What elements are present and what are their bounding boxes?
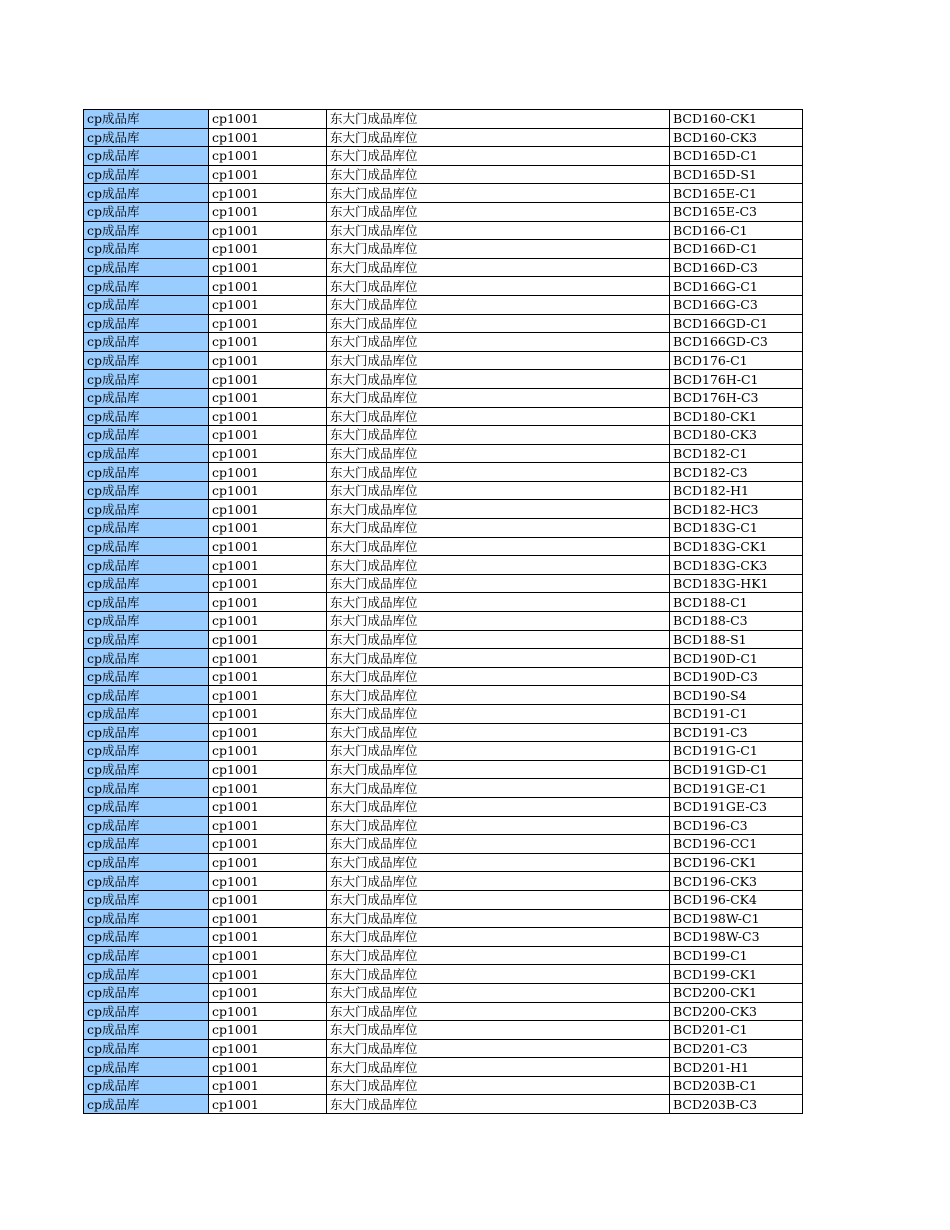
- model-cell[interactable]: BCD200-CK1: [670, 983, 803, 1002]
- model-cell[interactable]: BCD188-S1: [670, 630, 803, 649]
- code-cell[interactable]: cp1001: [209, 890, 327, 909]
- location-cell[interactable]: 东大门成品库位: [327, 277, 670, 296]
- table-row: [84, 370, 803, 389]
- warehouse-cell[interactable]: cp成品库: [84, 426, 209, 445]
- warehouse-cell[interactable]: cp成品库: [84, 351, 209, 370]
- location-cell[interactable]: 东大门成品库位: [327, 593, 670, 612]
- model-cell[interactable]: BCD196-CC1: [670, 835, 803, 854]
- model-cell[interactable]: BCD180-CK3: [670, 426, 803, 445]
- model-cell[interactable]: BCD165E-C1: [670, 184, 803, 203]
- code-cell[interactable]: cp1001: [209, 221, 327, 240]
- code-cell[interactable]: cp1001: [209, 853, 327, 872]
- table-row: [84, 890, 803, 909]
- table-row: [84, 333, 803, 352]
- warehouse-cell[interactable]: cp成品库: [84, 221, 209, 240]
- model-cell[interactable]: BCD166D-C1: [670, 240, 803, 259]
- code-cell[interactable]: cp1001: [209, 240, 327, 259]
- location-cell[interactable]: 东大门成品库位: [327, 351, 670, 370]
- code-cell[interactable]: cp1001: [209, 128, 327, 147]
- warehouse-cell[interactable]: cp成品库: [84, 128, 209, 147]
- location-cell[interactable]: 东大门成品库位: [327, 686, 670, 705]
- location-cell[interactable]: 东大门成品库位: [327, 314, 670, 333]
- code-cell[interactable]: cp1001: [209, 351, 327, 370]
- location-cell[interactable]: 东大门成品库位: [327, 965, 670, 984]
- location-cell[interactable]: 东大门成品库位: [327, 612, 670, 631]
- model-cell[interactable]: BCD201-C3: [670, 1039, 803, 1058]
- model-cell[interactable]: BCD176H-C3: [670, 388, 803, 407]
- model-cell[interactable]: BCD196-CK1: [670, 853, 803, 872]
- table-row: [84, 593, 803, 612]
- location-cell[interactable]: 东大门成品库位: [327, 946, 670, 965]
- table-row: [84, 686, 803, 705]
- model-cell[interactable]: BCD166G-C3: [670, 295, 803, 314]
- code-cell[interactable]: cp1001: [209, 1039, 327, 1058]
- code-cell[interactable]: cp1001: [209, 1002, 327, 1021]
- code-cell[interactable]: cp1001: [209, 649, 327, 668]
- code-cell[interactable]: cp1001: [209, 723, 327, 742]
- warehouse-cell[interactable]: cp成品库: [84, 928, 209, 947]
- warehouse-cell[interactable]: cp成品库: [84, 816, 209, 835]
- table-row: [84, 351, 803, 370]
- model-cell[interactable]: BCD180-CK1: [670, 407, 803, 426]
- model-cell[interactable]: BCD176H-C1: [670, 370, 803, 389]
- code-cell[interactable]: cp1001: [209, 370, 327, 389]
- code-cell[interactable]: cp1001: [209, 295, 327, 314]
- table-row: [84, 797, 803, 816]
- code-cell[interactable]: cp1001: [209, 519, 327, 538]
- warehouse-cell[interactable]: cp成品库: [84, 444, 209, 463]
- table-row: [84, 909, 803, 928]
- code-cell[interactable]: cp1001: [209, 909, 327, 928]
- location-cell[interactable]: 东大门成品库位: [327, 184, 670, 203]
- location-cell[interactable]: 东大门成品库位: [327, 147, 670, 166]
- location-cell[interactable]: 东大门成品库位: [327, 370, 670, 389]
- code-cell[interactable]: cp1001: [209, 388, 327, 407]
- table-row: [84, 946, 803, 965]
- code-cell[interactable]: cp1001: [209, 481, 327, 500]
- warehouse-cell[interactable]: cp成品库: [84, 388, 209, 407]
- table-row: [84, 277, 803, 296]
- table-row: [84, 983, 803, 1002]
- warehouse-cell[interactable]: cp成品库: [84, 593, 209, 612]
- warehouse-cell[interactable]: cp成品库: [84, 463, 209, 482]
- location-cell[interactable]: 东大门成品库位: [327, 983, 670, 1002]
- location-cell[interactable]: 东大门成品库位: [327, 556, 670, 575]
- warehouse-cell[interactable]: cp成品库: [84, 1076, 209, 1095]
- code-cell[interactable]: cp1001: [209, 574, 327, 593]
- code-cell[interactable]: cp1001: [209, 202, 327, 221]
- model-cell[interactable]: BCD160-CK3: [670, 128, 803, 147]
- code-cell[interactable]: cp1001: [209, 742, 327, 761]
- model-cell[interactable]: BCD191-C1: [670, 705, 803, 724]
- location-cell[interactable]: 东大门成品库位: [327, 1058, 670, 1077]
- model-cell[interactable]: BCD198W-C1: [670, 909, 803, 928]
- table-row: [84, 965, 803, 984]
- warehouse-cell[interactable]: cp成品库: [84, 295, 209, 314]
- code-cell[interactable]: cp1001: [209, 705, 327, 724]
- warehouse-cell[interactable]: cp成品库: [84, 556, 209, 575]
- warehouse-cell[interactable]: cp成品库: [84, 165, 209, 184]
- location-cell[interactable]: 东大门成品库位: [327, 797, 670, 816]
- warehouse-cell[interactable]: cp成品库: [84, 965, 209, 984]
- table-row: [84, 314, 803, 333]
- code-cell[interactable]: cp1001: [209, 835, 327, 854]
- model-cell[interactable]: BCD190D-C1: [670, 649, 803, 668]
- code-cell[interactable]: cp1001: [209, 500, 327, 519]
- location-cell[interactable]: 东大门成品库位: [327, 574, 670, 593]
- warehouse-cell[interactable]: cp成品库: [84, 574, 209, 593]
- table-row: [84, 202, 803, 221]
- table-row: [84, 426, 803, 445]
- location-cell[interactable]: 东大门成品库位: [327, 128, 670, 147]
- warehouse-cell[interactable]: cp成品库: [84, 500, 209, 519]
- warehouse-cell[interactable]: cp成品库: [84, 147, 209, 166]
- warehouse-cell[interactable]: cp成品库: [84, 537, 209, 556]
- location-cell[interactable]: 东大门成品库位: [327, 835, 670, 854]
- code-cell[interactable]: cp1001: [209, 556, 327, 575]
- model-cell[interactable]: BCD182-H1: [670, 481, 803, 500]
- code-cell[interactable]: cp1001: [209, 872, 327, 891]
- warehouse-cell[interactable]: cp成品库: [84, 872, 209, 891]
- warehouse-cell[interactable]: cp成品库: [84, 946, 209, 965]
- location-cell[interactable]: 东大门成品库位: [327, 481, 670, 500]
- model-cell[interactable]: BCD188-C3: [670, 612, 803, 631]
- location-cell[interactable]: 东大门成品库位: [327, 872, 670, 891]
- table-row: [84, 537, 803, 556]
- code-cell[interactable]: cp1001: [209, 965, 327, 984]
- location-cell[interactable]: 东大门成品库位: [327, 407, 670, 426]
- model-cell[interactable]: BCD176-C1: [670, 351, 803, 370]
- table-row: [84, 1058, 803, 1077]
- code-cell[interactable]: cp1001: [209, 1058, 327, 1077]
- table-row: [84, 835, 803, 854]
- table-row: [84, 519, 803, 538]
- warehouse-cell[interactable]: cp成品库: [84, 370, 209, 389]
- location-cell[interactable]: 东大门成品库位: [327, 240, 670, 259]
- table-row: [84, 463, 803, 482]
- code-cell[interactable]: cp1001: [209, 110, 327, 129]
- table-row: [84, 184, 803, 203]
- warehouse-cell[interactable]: cp成品库: [84, 1058, 209, 1077]
- model-cell[interactable]: BCD182-HC3: [670, 500, 803, 519]
- code-cell[interactable]: cp1001: [209, 333, 327, 352]
- model-cell[interactable]: BCD166-C1: [670, 221, 803, 240]
- warehouse-cell[interactable]: cp成品库: [84, 1002, 209, 1021]
- model-cell[interactable]: BCD183G-HK1: [670, 574, 803, 593]
- warehouse-cell[interactable]: cp成品库: [84, 742, 209, 761]
- location-cell[interactable]: 东大门成品库位: [327, 909, 670, 928]
- code-cell[interactable]: cp1001: [209, 816, 327, 835]
- warehouse-cell[interactable]: cp成品库: [84, 202, 209, 221]
- location-cell[interactable]: 东大门成品库位: [327, 1076, 670, 1095]
- table-row: [84, 481, 803, 500]
- model-cell[interactable]: BCD203B-C1: [670, 1076, 803, 1095]
- warehouse-cell[interactable]: cp成品库: [84, 760, 209, 779]
- location-cell[interactable]: 东大门成品库位: [327, 295, 670, 314]
- model-cell[interactable]: BCD183G-C1: [670, 519, 803, 538]
- warehouse-cell[interactable]: cp成品库: [84, 333, 209, 352]
- code-cell[interactable]: cp1001: [209, 779, 327, 798]
- model-cell[interactable]: BCD198W-C3: [670, 928, 803, 947]
- table-row: [84, 444, 803, 463]
- model-cell[interactable]: BCD199-C1: [670, 946, 803, 965]
- table-row: [84, 258, 803, 277]
- model-cell[interactable]: BCD166D-C3: [670, 258, 803, 277]
- model-cell[interactable]: BCD160-CK1: [670, 110, 803, 129]
- inventory-table: [83, 109, 803, 1114]
- location-cell[interactable]: 东大门成品库位: [327, 519, 670, 538]
- code-cell[interactable]: cp1001: [209, 1095, 327, 1114]
- model-cell[interactable]: BCD190D-C3: [670, 667, 803, 686]
- warehouse-cell[interactable]: cp成品库: [84, 1039, 209, 1058]
- location-cell[interactable]: 东大门成品库位: [327, 202, 670, 221]
- model-cell[interactable]: BCD200-CK3: [670, 1002, 803, 1021]
- warehouse-cell[interactable]: cp成品库: [84, 686, 209, 705]
- location-cell[interactable]: 东大门成品库位: [327, 1039, 670, 1058]
- table-row: [84, 221, 803, 240]
- table-row: [84, 295, 803, 314]
- location-cell[interactable]: 东大门成品库位: [327, 388, 670, 407]
- table-row: [84, 612, 803, 631]
- warehouse-cell[interactable]: cp成品库: [84, 110, 209, 129]
- location-cell[interactable]: 东大门成品库位: [327, 779, 670, 798]
- code-cell[interactable]: cp1001: [209, 277, 327, 296]
- code-cell[interactable]: cp1001: [209, 593, 327, 612]
- table-row: [84, 110, 803, 129]
- table-row: [84, 1002, 803, 1021]
- table-row: [84, 407, 803, 426]
- location-cell[interactable]: 东大门成品库位: [327, 928, 670, 947]
- table-row: [84, 165, 803, 184]
- model-cell[interactable]: BCD182-C1: [670, 444, 803, 463]
- warehouse-cell[interactable]: cp成品库: [84, 909, 209, 928]
- code-cell[interactable]: cp1001: [209, 1076, 327, 1095]
- table-row: [84, 1039, 803, 1058]
- code-cell[interactable]: cp1001: [209, 407, 327, 426]
- warehouse-cell[interactable]: cp成品库: [84, 481, 209, 500]
- code-cell[interactable]: cp1001: [209, 946, 327, 965]
- warehouse-cell[interactable]: cp成品库: [84, 779, 209, 798]
- table-row: [84, 742, 803, 761]
- warehouse-cell[interactable]: cp成品库: [84, 705, 209, 724]
- warehouse-cell[interactable]: cp成品库: [84, 1095, 209, 1114]
- model-cell[interactable]: BCD191G-C1: [670, 742, 803, 761]
- location-cell[interactable]: 东大门成品库位: [327, 500, 670, 519]
- table-row: [84, 556, 803, 575]
- code-cell[interactable]: cp1001: [209, 686, 327, 705]
- code-cell[interactable]: cp1001: [209, 537, 327, 556]
- table-row: [84, 1076, 803, 1095]
- warehouse-cell[interactable]: cp成品库: [84, 240, 209, 259]
- warehouse-cell[interactable]: cp成品库: [84, 314, 209, 333]
- warehouse-cell[interactable]: cp成品库: [84, 649, 209, 668]
- warehouse-cell[interactable]: cp成品库: [84, 797, 209, 816]
- warehouse-cell[interactable]: cp成品库: [84, 890, 209, 909]
- table-row: [84, 240, 803, 259]
- code-cell[interactable]: cp1001: [209, 983, 327, 1002]
- table-row: [84, 779, 803, 798]
- table-row: [84, 500, 803, 519]
- model-cell[interactable]: BCD183G-CK3: [670, 556, 803, 575]
- model-cell[interactable]: BCD190-S4: [670, 686, 803, 705]
- table-row: [84, 816, 803, 835]
- table-row: [84, 928, 803, 947]
- model-cell[interactable]: BCD183G-CK1: [670, 537, 803, 556]
- location-cell[interactable]: 东大门成品库位: [327, 723, 670, 742]
- warehouse-cell[interactable]: cp成品库: [84, 519, 209, 538]
- table-row: [84, 723, 803, 742]
- code-cell[interactable]: cp1001: [209, 184, 327, 203]
- location-cell[interactable]: 东大门成品库位: [327, 463, 670, 482]
- table-row: [84, 128, 803, 147]
- code-cell[interactable]: cp1001: [209, 612, 327, 631]
- model-cell[interactable]: BCD166GD-C1: [670, 314, 803, 333]
- warehouse-cell[interactable]: cp成品库: [84, 667, 209, 686]
- table-row: [84, 872, 803, 891]
- model-cell[interactable]: BCD166G-C1: [670, 277, 803, 296]
- warehouse-cell[interactable]: cp成品库: [84, 1021, 209, 1040]
- location-cell[interactable]: 东大门成品库位: [327, 426, 670, 445]
- model-cell[interactable]: BCD191-C3: [670, 723, 803, 742]
- code-cell[interactable]: cp1001: [209, 760, 327, 779]
- location-cell[interactable]: 东大门成品库位: [327, 1002, 670, 1021]
- model-cell[interactable]: BCD165D-C1: [670, 147, 803, 166]
- location-cell[interactable]: 东大门成品库位: [327, 444, 670, 463]
- table-row: [84, 1095, 803, 1114]
- location-cell[interactable]: 东大门成品库位: [327, 742, 670, 761]
- model-cell[interactable]: BCD199-CK1: [670, 965, 803, 984]
- model-cell[interactable]: BCD196-CK3: [670, 872, 803, 891]
- warehouse-cell[interactable]: cp成品库: [84, 258, 209, 277]
- model-cell[interactable]: BCD196-C3: [670, 816, 803, 835]
- code-cell[interactable]: cp1001: [209, 147, 327, 166]
- location-cell[interactable]: 东大门成品库位: [327, 705, 670, 724]
- location-cell[interactable]: 东大门成品库位: [327, 853, 670, 872]
- location-cell[interactable]: 东大门成品库位: [327, 890, 670, 909]
- table-row: [84, 147, 803, 166]
- location-cell[interactable]: 东大门成品库位: [327, 537, 670, 556]
- table-row: [84, 760, 803, 779]
- code-cell[interactable]: cp1001: [209, 165, 327, 184]
- code-cell[interactable]: cp1001: [209, 667, 327, 686]
- warehouse-cell[interactable]: cp成品库: [84, 407, 209, 426]
- location-cell[interactable]: 东大门成品库位: [327, 630, 670, 649]
- inventory-table-body: [84, 110, 803, 1114]
- code-cell[interactable]: cp1001: [209, 1021, 327, 1040]
- table-row: [84, 705, 803, 724]
- code-cell[interactable]: cp1001: [209, 444, 327, 463]
- model-cell[interactable]: BCD165E-C3: [670, 202, 803, 221]
- code-cell[interactable]: cp1001: [209, 928, 327, 947]
- code-cell[interactable]: cp1001: [209, 426, 327, 445]
- model-cell[interactable]: BCD182-C3: [670, 463, 803, 482]
- location-cell[interactable]: 东大门成品库位: [327, 221, 670, 240]
- warehouse-cell[interactable]: cp成品库: [84, 630, 209, 649]
- code-cell[interactable]: cp1001: [209, 463, 327, 482]
- table-row: [84, 853, 803, 872]
- model-cell[interactable]: BCD191GD-C1: [670, 760, 803, 779]
- model-cell[interactable]: BCD166GD-C3: [670, 333, 803, 352]
- warehouse-cell[interactable]: cp成品库: [84, 277, 209, 296]
- location-cell[interactable]: 东大门成品库位: [327, 649, 670, 668]
- location-cell[interactable]: 东大门成品库位: [327, 258, 670, 277]
- code-cell[interactable]: cp1001: [209, 258, 327, 277]
- table-row: [84, 388, 803, 407]
- code-cell[interactable]: cp1001: [209, 314, 327, 333]
- warehouse-cell[interactable]: cp成品库: [84, 983, 209, 1002]
- location-cell[interactable]: 东大门成品库位: [327, 1021, 670, 1040]
- model-cell[interactable]: BCD188-C1: [670, 593, 803, 612]
- warehouse-cell[interactable]: cp成品库: [84, 853, 209, 872]
- table-row: [84, 630, 803, 649]
- table-row: [84, 649, 803, 668]
- model-cell[interactable]: BCD203B-C3: [670, 1095, 803, 1114]
- model-cell[interactable]: BCD196-CK4: [670, 890, 803, 909]
- model-cell[interactable]: BCD201-H1: [670, 1058, 803, 1077]
- warehouse-cell[interactable]: cp成品库: [84, 723, 209, 742]
- location-cell[interactable]: 东大门成品库位: [327, 333, 670, 352]
- table-row: [84, 1021, 803, 1040]
- model-cell[interactable]: BCD201-C1: [670, 1021, 803, 1040]
- location-cell[interactable]: 东大门成品库位: [327, 165, 670, 184]
- warehouse-cell[interactable]: cp成品库: [84, 612, 209, 631]
- location-cell[interactable]: 东大门成品库位: [327, 110, 670, 129]
- table-row: [84, 667, 803, 686]
- location-cell[interactable]: 东大门成品库位: [327, 816, 670, 835]
- model-cell[interactable]: BCD191GE-C1: [670, 779, 803, 798]
- table-row: [84, 574, 803, 593]
- code-cell[interactable]: cp1001: [209, 797, 327, 816]
- model-cell[interactable]: BCD191GE-C3: [670, 797, 803, 816]
- location-cell[interactable]: 东大门成品库位: [327, 667, 670, 686]
- code-cell[interactable]: cp1001: [209, 630, 327, 649]
- location-cell[interactable]: 东大门成品库位: [327, 1095, 670, 1114]
- model-cell[interactable]: BCD165D-S1: [670, 165, 803, 184]
- warehouse-cell[interactable]: cp成品库: [84, 835, 209, 854]
- warehouse-cell[interactable]: cp成品库: [84, 184, 209, 203]
- location-cell[interactable]: 东大门成品库位: [327, 760, 670, 779]
